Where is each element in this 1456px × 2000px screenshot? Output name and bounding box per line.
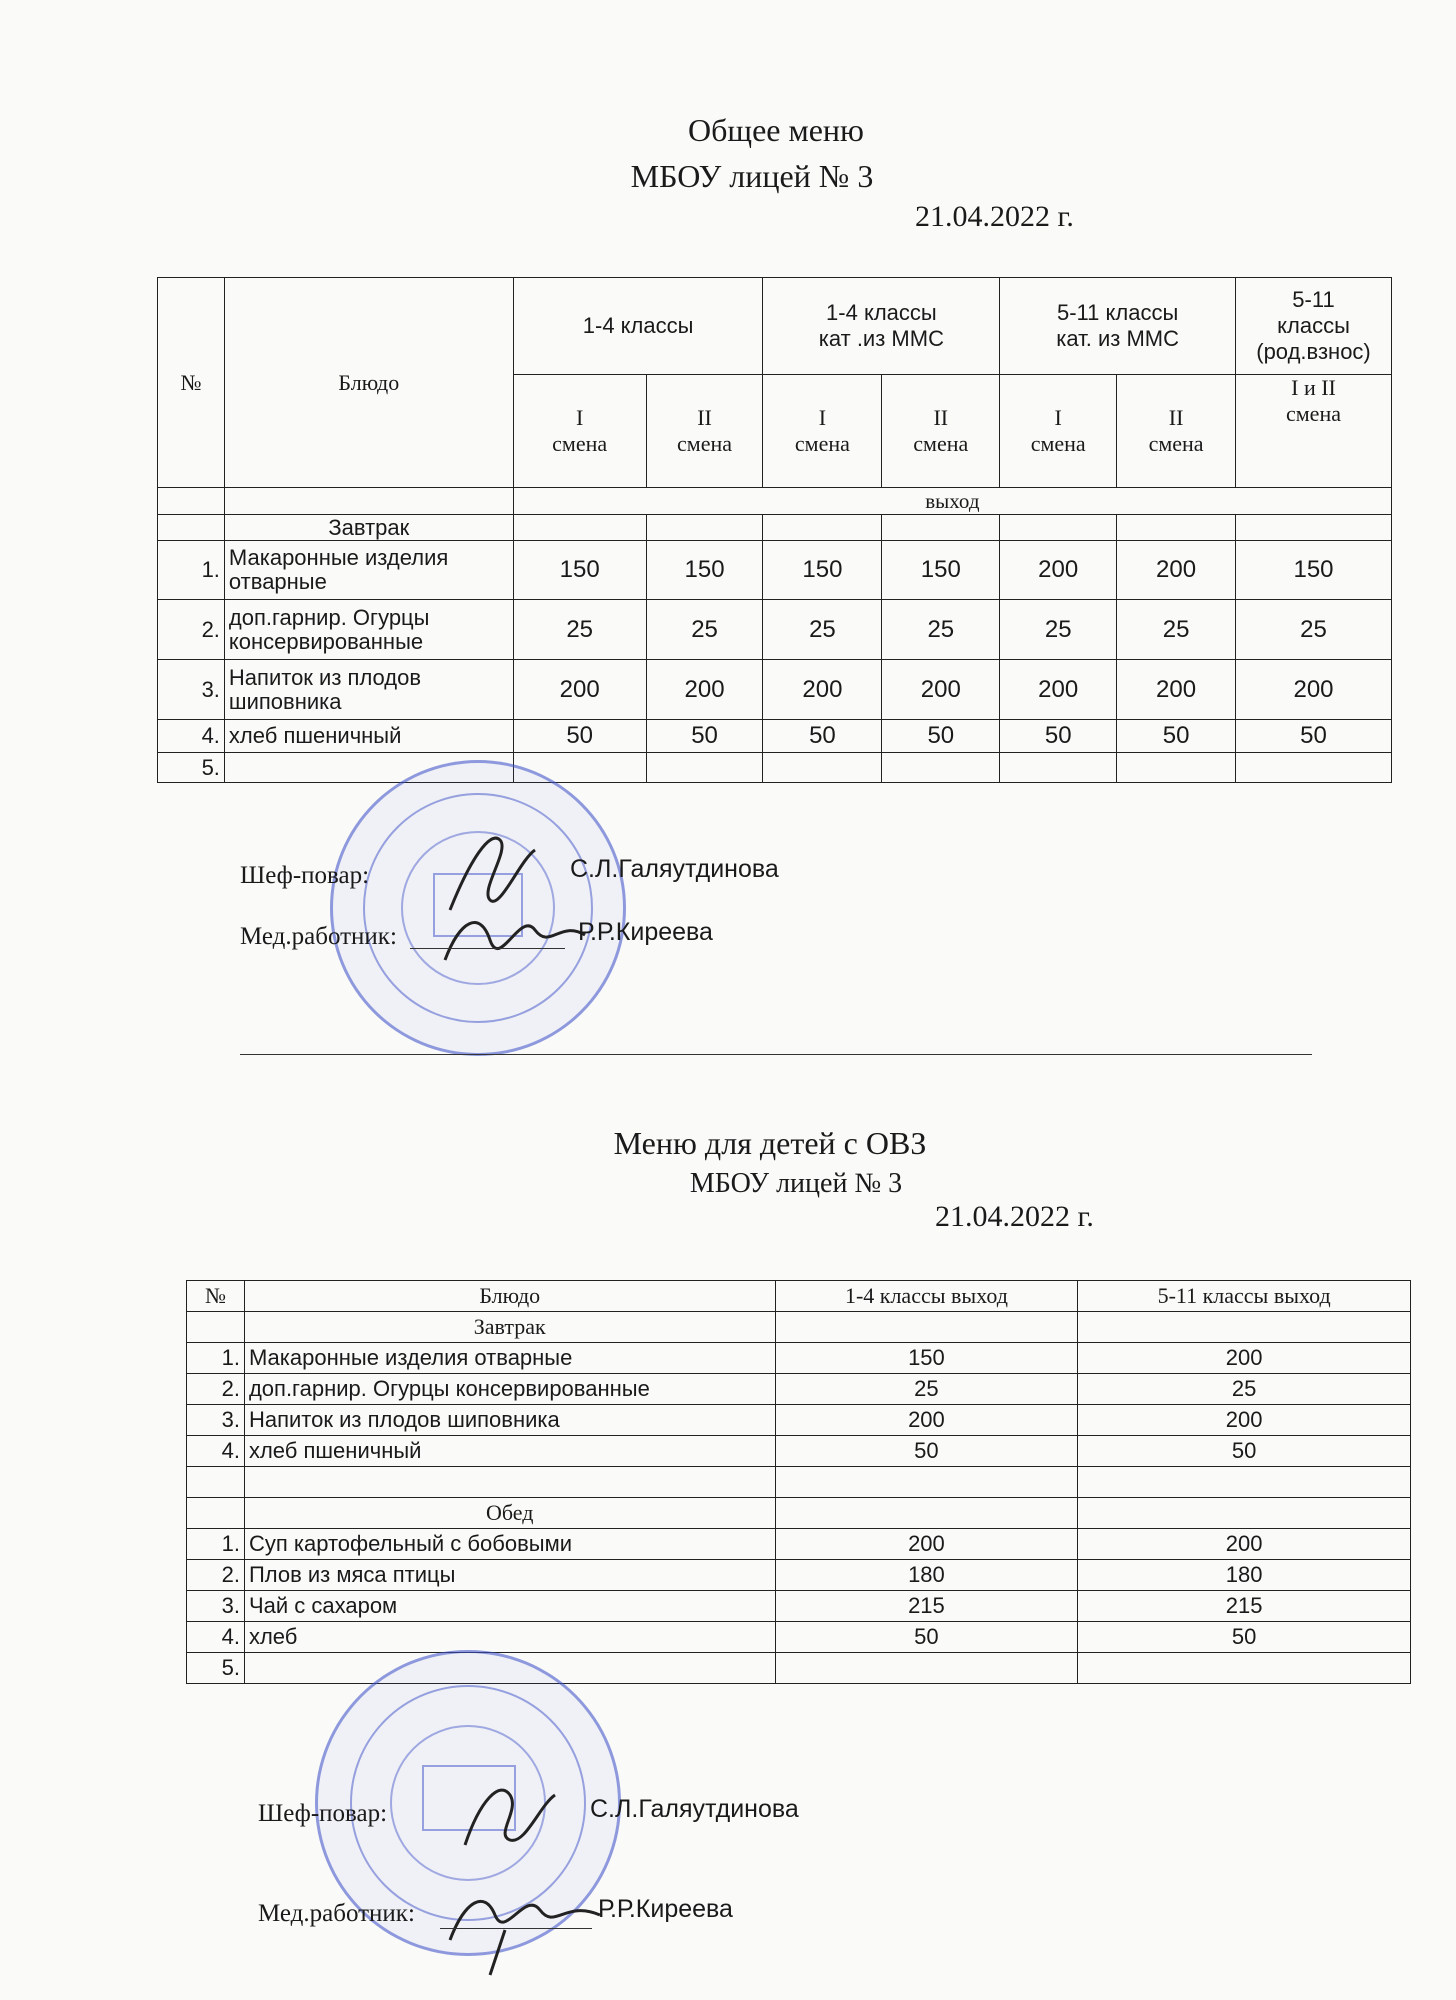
medic-name: Р.Р.Киреева — [578, 918, 713, 946]
header-group-3: 5-11 классы кат. из ММС — [1000, 278, 1236, 375]
row-value: 200 — [1117, 541, 1236, 600]
table-row — [158, 660, 1392, 720]
chef-name: С.Л.Галяутдинова — [570, 855, 779, 883]
row-value: 200 — [882, 660, 1000, 720]
header-shift: II смена — [882, 375, 1000, 488]
row-no: 1. — [187, 1529, 245, 1560]
row-no: 5. — [158, 753, 225, 783]
row-value: 200 — [1117, 660, 1236, 720]
table-row — [187, 1529, 1411, 1560]
table-row — [187, 1591, 1411, 1622]
row-dish: Суп картофельный с бобовыми — [244, 1529, 775, 1560]
medic-label: Мед.работник: — [258, 1900, 415, 1927]
row-value: 180 — [1078, 1560, 1411, 1591]
row-value: 50 — [1078, 1622, 1411, 1653]
header-shift: I и II смена — [1236, 375, 1392, 488]
row-no: 4. — [158, 720, 225, 753]
row-dish: хлеб пшеничный — [244, 1436, 775, 1467]
table-row — [187, 1374, 1411, 1405]
row-no: 3. — [187, 1591, 245, 1622]
header-group-2: 1-4 классы кат .из ММС — [763, 278, 1000, 375]
header-group-1: 1-4 классы — [513, 278, 763, 375]
row-value: 25 — [882, 600, 1000, 660]
table-row — [187, 1560, 1411, 1591]
header-no: № — [187, 1281, 245, 1312]
ovz-date: 21.04.2022 г. — [935, 1200, 1094, 1233]
row-value: 50 — [1236, 720, 1392, 753]
meal-breakfast: Завтрак — [224, 515, 513, 541]
header-dish: Блюдо — [224, 278, 513, 488]
row-value: 200 — [646, 660, 763, 720]
general-title: Общее меню — [688, 112, 864, 148]
row-value: 50 — [1000, 720, 1117, 753]
row-no: 1. — [187, 1343, 245, 1374]
meal-breakfast: Завтрак — [244, 1312, 775, 1343]
signature-line — [410, 948, 565, 949]
row-value: 200 — [1236, 660, 1392, 720]
meal-lunch: Обед — [244, 1498, 775, 1529]
header-shift: I смена — [1000, 375, 1117, 488]
row-value: 200 — [1078, 1343, 1411, 1374]
row-dish: хлеб — [244, 1622, 775, 1653]
medic-name: Р.Р.Киреева — [598, 1895, 733, 1923]
row-no: 2. — [187, 1560, 245, 1591]
row-dish: Напиток из плодов шиповника — [224, 660, 513, 720]
row-value: 50 — [513, 720, 646, 753]
row-value: 25 — [763, 600, 882, 660]
row-value: 150 — [646, 541, 763, 600]
row-value: 25 — [1078, 1374, 1411, 1405]
row-no: 1. — [158, 541, 225, 600]
row-value: 50 — [763, 720, 882, 753]
row-value: 25 — [1117, 600, 1236, 660]
signature-line — [440, 1928, 592, 1929]
general-date: 21.04.2022 г. — [915, 200, 1074, 233]
table-row — [187, 1436, 1411, 1467]
row-value: 200 — [1000, 660, 1117, 720]
row-value: 200 — [1078, 1405, 1411, 1436]
row-dish: Макаронные изделия отварные — [244, 1343, 775, 1374]
table-row — [158, 541, 1392, 600]
signature-medic — [445, 1870, 605, 1980]
row-value: 25 — [1236, 600, 1392, 660]
header-output: выход — [513, 488, 1391, 515]
table-row — [187, 1343, 1411, 1374]
row-value: 200 — [1000, 541, 1117, 600]
row-value: 200 — [513, 660, 646, 720]
row-value: 200 — [1078, 1529, 1411, 1560]
row-value: 25 — [513, 600, 646, 660]
row-dish: доп.гарнир. Огурцы консервированные — [224, 600, 513, 660]
row-value: 50 — [775, 1436, 1078, 1467]
chef-label: Шеф-повар: — [258, 1800, 388, 1827]
table-row — [187, 1622, 1411, 1653]
row-value: 215 — [775, 1591, 1078, 1622]
row-value: 50 — [1117, 720, 1236, 753]
table-row — [158, 720, 1392, 753]
row-value: 25 — [775, 1374, 1078, 1405]
header-shift: II смена — [646, 375, 763, 488]
table-row — [187, 1405, 1411, 1436]
row-value: 150 — [882, 541, 1000, 600]
ovz-title: Меню для детей с ОВЗ — [613, 1125, 927, 1161]
row-value: 200 — [763, 660, 882, 720]
row-dish: Макаронные изделия отварные — [224, 541, 513, 600]
table-row — [187, 1653, 1411, 1684]
header-shift: I смена — [763, 375, 882, 488]
row-no: 4. — [187, 1436, 245, 1467]
row-value: 50 — [1078, 1436, 1411, 1467]
row-value: 50 — [646, 720, 763, 753]
row-value: 150 — [763, 541, 882, 600]
row-dish: Напиток из плодов шиповника — [244, 1405, 775, 1436]
header-group-4: 5-11 классы (род.взнос) — [1236, 278, 1392, 375]
row-dish: доп.гарнир. Огурцы консервированные — [244, 1374, 775, 1405]
general-menu-table — [157, 277, 1392, 783]
row-dish: Плов из мяса птицы — [244, 1560, 775, 1591]
table-row — [158, 600, 1392, 660]
general-school: МБОУ лицей № 3 — [630, 158, 874, 194]
row-value: 150 — [1236, 541, 1392, 600]
row-no: 5. — [187, 1653, 245, 1684]
row-no: 3. — [158, 660, 225, 720]
header-dish: Блюдо — [244, 1281, 775, 1312]
row-no: 2. — [158, 600, 225, 660]
header-col2: 5-11 классы выход — [1078, 1281, 1411, 1312]
row-dish: Чай с сахаром — [244, 1591, 775, 1622]
row-value: 50 — [882, 720, 1000, 753]
header-shift: II смена — [1117, 375, 1236, 488]
row-value: 50 — [775, 1622, 1078, 1653]
signature-medic — [440, 900, 590, 980]
row-value: 150 — [513, 541, 646, 600]
row-no: 2. — [187, 1374, 245, 1405]
ovz-school: МБОУ лицей № 3 — [689, 1168, 903, 1199]
row-value: 200 — [775, 1529, 1078, 1560]
row-no: 4. — [187, 1622, 245, 1653]
signature-chef — [455, 1770, 565, 1860]
row-value: 180 — [775, 1560, 1078, 1591]
header-no: № — [158, 278, 225, 488]
row-value: 215 — [1078, 1591, 1411, 1622]
header-col1: 1-4 классы выход — [775, 1281, 1078, 1312]
chef-name: С.Л.Галяутдинова — [590, 1795, 799, 1823]
row-value: 200 — [775, 1405, 1078, 1436]
row-value: 25 — [646, 600, 763, 660]
section-divider — [240, 1054, 1312, 1055]
chef-label: Шеф-повар: — [240, 862, 370, 889]
medic-label: Мед.работник: — [240, 923, 397, 950]
row-dish: хлеб пшеничный — [224, 720, 513, 753]
row-no: 3. — [187, 1405, 245, 1436]
ovz-menu-table — [186, 1280, 1411, 1684]
row-value: 25 — [1000, 600, 1117, 660]
table-row — [158, 753, 1392, 783]
row-value: 150 — [775, 1343, 1078, 1374]
header-shift: I смена — [513, 375, 646, 488]
